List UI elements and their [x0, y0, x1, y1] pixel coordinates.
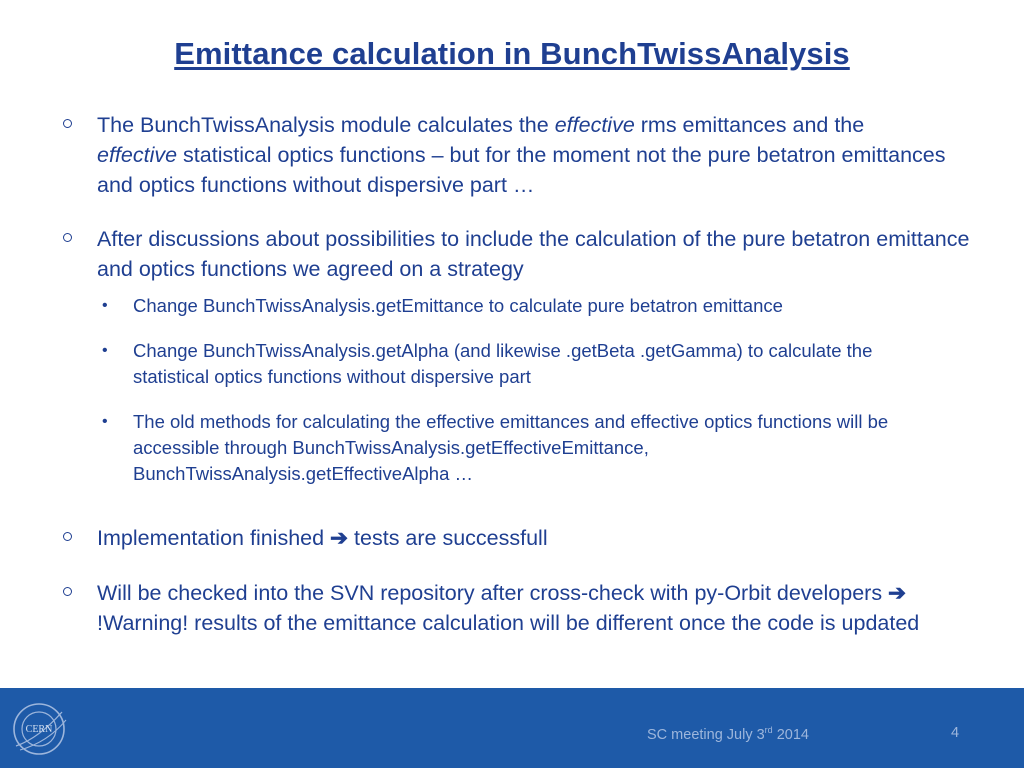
page-number: 4 — [951, 725, 960, 741]
subbullet-get-alpha: • Change BunchTwissAnalysis.getAlpha (and likewise .getBeta .getGamma) to calculate the statistical optics functions without dispersive part — [102, 340, 873, 387]
arrow-right-icon: ➔ — [888, 581, 907, 605]
bullet-module-description: The BunchTwissAnalysis module calculates the effective rms emittances and the effective statistical optics functions – but for the moment not the pure betatron emittances and optics functions without dispersive part … — [97, 110, 977, 200]
bullet-implementation: Implementation finished ➔ tests are successfull — [97, 523, 977, 553]
circle-bullet-icon — [63, 119, 72, 128]
slide-title: Emittance calculation in BunchTwissAnalysis — [174, 36, 850, 71]
circle-bullet-icon — [63, 532, 72, 541]
circle-bullet-icon — [63, 233, 72, 242]
dot-bullet-icon: • — [102, 413, 108, 430]
cern-logo-text: CERN — [25, 724, 53, 735]
meeting-info: SC meeting July 3rd 2014 — [647, 725, 809, 743]
bullet-strategy: After discussions about possibilities to include the calculation of the pure betatron emittance and optics functions we agreed on a strategy — [97, 224, 977, 284]
subbullet-get-emittance: • Change BunchTwissAnalysis.getEmittance to calculate pure betatron emittance — [133, 293, 953, 319]
subbullet-old-methods: • The old methods for calculating the effective emittances and effective optics functions will be accessible through BunchTwissAnalysis.getEffectiveEmittance, BunchTwissAnalysis.getEffectiveAlpha … — [102, 411, 889, 484]
cern-logo — [8, 698, 70, 760]
arrow-right-icon: ➔ — [330, 526, 349, 550]
dot-bullet-icon: • — [102, 342, 108, 359]
footer-bar — [0, 688, 1024, 768]
circle-bullet-icon — [63, 587, 72, 596]
dot-bullet-icon: • — [102, 297, 108, 314]
bullet-svn-checkin: Will be checked into the SVN repository after cross-check with py-Orbit developers ➔ !Warning! results of the emittance calculation will be different once the code is updated — [97, 578, 977, 638]
